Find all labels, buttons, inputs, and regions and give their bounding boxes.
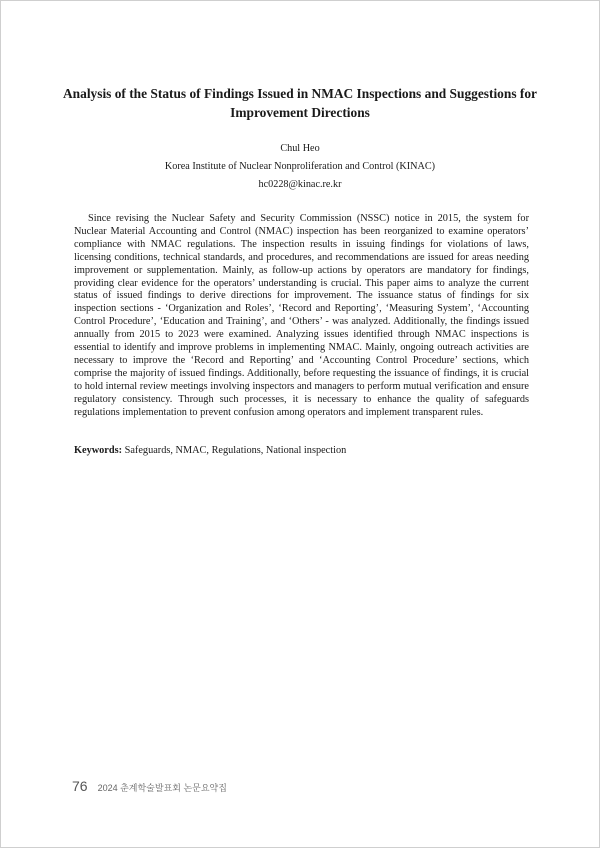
publication-name: 2024 춘계학술발표회 논문요약집 bbox=[97, 783, 227, 793]
paper-title: Analysis of the Status of Findings Issued in NMAC Inspections and Suggestions for Improvement Directions bbox=[63, 86, 537, 120]
keywords-line bbox=[74, 444, 529, 457]
author-affiliation: Korea Institute of Nuclear Nonproliferation and Control (KINAC) bbox=[164, 161, 436, 172]
page-footer bbox=[72, 778, 227, 794]
page-number: 76 bbox=[72, 778, 88, 794]
keywords-list: Safeguards, NMAC, Regulations, National inspection bbox=[124, 445, 347, 456]
author-name: Chul Heo bbox=[280, 143, 320, 154]
abstract-text: Since revising the Nuclear Safety and Security Commission (NSSC) notice in 2015, the system for Nuclear Material Accounting and Control (NMAC) inspection has been reorganized to examine operators’ compliance with NMAC regulations. The inspection results in issuing findings for violations of laws, licensing conditions, technical standards, and procedures, and recommendations are issued for areas needing improvement or supplementation. Mainly, as follow-up actions by operators are mandatory for findings, providing clear evidence for the operators’ understanding is crucial. This paper aims to analyze the current status of issued findings to derive directions for improvement. The issuance status of findings for six inspection sections - ‘Organization and Roles’, ‘Record and Reporting’, ‘Measuring System’, ‘Accounting Control Procedure’, ‘Education and Training’, and ‘Others’ - was analyzed. Additionally, the findings issued annually from 2015 to 2023 were examined. Analyzing issues identified through NMAC inspections is essential to identify and improve problems in implementing NMAC. Mainly, ongoing outreach activities are necessary to improve the ‘Record and Reporting’ and ‘Accounting Control Procedure’ sections, which comprise the majority of issued findings. Additionally, before requesting the issuance of findings, it is crucial to hold internal review meetings involving inspectors and managers to perform mutual verification and ensure regulatory consistency. Through such processes, it is necessary to enhance the quality of safeguards regulations implementation to prevent confusion among operators and implement transparent rules. bbox=[74, 213, 529, 418]
keywords-label: Keywords: bbox=[74, 445, 123, 456]
author-email: hc0228@kinac.re.kr bbox=[258, 179, 342, 190]
